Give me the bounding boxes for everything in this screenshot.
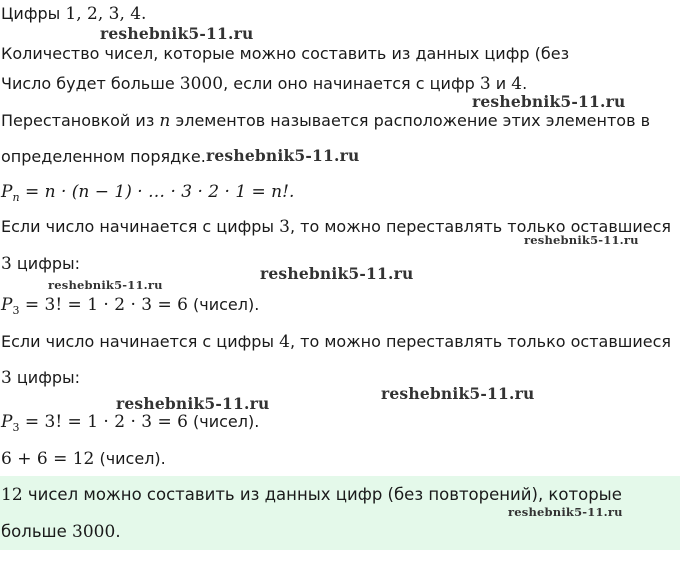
line-definition <box>1 111 650 131</box>
text: элементов называется расположение этих элементов в <box>170 111 651 130</box>
text: цифры: <box>11 368 81 387</box>
text: , то можно переставлять только оставшиеся <box>289 332 672 351</box>
watermark: reshebnik5-11.ru <box>48 278 163 292</box>
line-definition-end: определенном порядке. <box>1 147 206 166</box>
line-sum <box>1 449 166 469</box>
text: Перестановкой из <box>1 111 160 130</box>
text: . <box>115 522 121 541</box>
math: = 3! = 1 · 2 · 3 = 6 <box>19 412 188 432</box>
text: Число будет больше <box>1 74 180 93</box>
text: (чисел). <box>94 449 166 468</box>
math-sub: n <box>12 191 20 204</box>
formula-p3-second <box>1 412 259 438</box>
line-case-4-digits <box>1 368 80 388</box>
watermark: reshebnik5-11.ru <box>472 92 626 111</box>
watermark: reshebnik5-11.ru <box>116 394 270 413</box>
text: (чисел). <box>187 295 260 314</box>
formula-p3-first <box>1 295 259 321</box>
math: 4 <box>279 332 290 352</box>
math-sub: 3 <box>12 304 20 317</box>
line-case-4 <box>1 332 671 352</box>
math-sub: 3 <box>12 421 20 434</box>
text: и <box>490 74 512 93</box>
math: P <box>1 182 13 202</box>
math: 6 + 6 = 12 <box>1 449 95 469</box>
line-case-3-digits <box>1 254 80 274</box>
watermark: reshebnik5-11.ru <box>508 505 623 519</box>
math: = 3! = 1 · 2 · 3 = 6 <box>19 295 188 315</box>
math: 3000 <box>72 522 116 542</box>
math: n <box>159 111 171 131</box>
text: (чисел). <box>187 412 260 431</box>
math: = n · (n − 1) · … · 3 · 2 · 1 = n!. <box>19 182 295 202</box>
text: Если число начинается с цифры <box>1 332 280 351</box>
answer-line-2 <box>1 522 121 542</box>
watermark: reshebnik5-11.ru <box>524 233 639 247</box>
math: P <box>1 412 13 432</box>
formula-permutation <box>1 182 294 208</box>
text: Если число начинается с цифры <box>1 217 280 236</box>
math: 4 <box>511 74 523 94</box>
line-digits <box>1 4 146 24</box>
text: Цифры <box>1 4 66 23</box>
line-count: Количество чисел, которые можно составить из данных цифр (без <box>1 44 570 63</box>
text: , то можно переставлять только оставшиеся <box>289 217 672 236</box>
math: 3 <box>279 217 290 237</box>
watermark: reshebnik5-11.ru <box>260 264 414 283</box>
math: 3000 <box>179 74 224 94</box>
text: , если оно начинается с цифр <box>223 74 480 93</box>
math: P <box>1 295 13 315</box>
text: больше <box>1 522 73 541</box>
line-condition <box>1 74 527 94</box>
answer-line-1 <box>1 485 622 505</box>
math: 3 <box>1 368 12 388</box>
math: 12 <box>1 485 23 505</box>
text: чисел можно составить из данных цифр (без повторений), которые <box>22 485 622 504</box>
math-digits: 1, 2, 3, 4. <box>65 4 147 24</box>
math: 3 <box>1 254 12 274</box>
math: 3 <box>479 74 491 94</box>
watermark: reshebnik5-11.ru <box>100 24 254 43</box>
watermark: reshebnik5-11.ru <box>206 146 360 165</box>
text: цифры: <box>11 254 81 273</box>
watermark: reshebnik5-11.ru <box>381 384 535 403</box>
text: . <box>522 74 528 93</box>
